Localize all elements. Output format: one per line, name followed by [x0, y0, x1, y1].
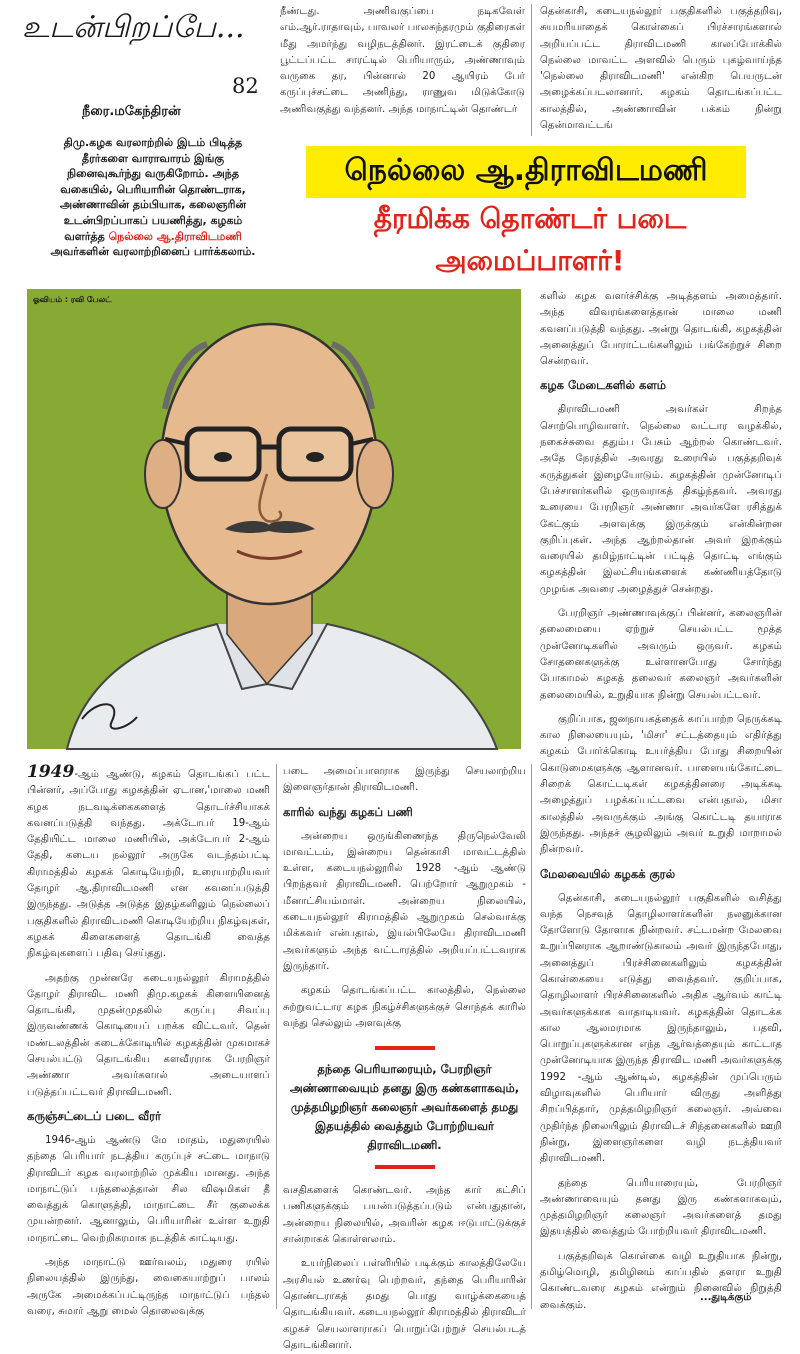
- col3-top-paragraph: தென்காசி, கடையநல்லூர் பகுதிகளில் பகுத்தறிவு, சுயமரியாதைக் கொள்கைப் பிரச்சாரங்களால் அறியப்பட்ட திராவிடமணி காலப்போக்கில் நெல்லை மாவட்ட அளவில் பெரும் புகழ்வாய்ந்த 'நெல்லை திராவிடமணி' என்கிற பெயருடன் அழைக்கப்படலானார். கழகம் தொடங்கப்பட்ட காலத்தில், அண்ணாவின் பக்கம் நின்று தென்மாவட்டங்: [540, 6, 782, 132]
- col2-paragraph: அன்றைய ஒருங்கிணைந்த திருநெல்வேலி மாவட்டம், இன்றைய தென்காசி மாவட்டத்தில் உள்ள, கடையநல்லூரில் 1928 -ஆம் ஆண்டு பிறந்தவர் திராவிடமணி. பெற்றோர் ஆறுமுகம் - மீனாட்சியம்மாள். அன்றைய நிலையில், கடையநல்லூர் கிராமத்தில் ஆறுமுகம் செல்வாக்கு மிக்கவர் என்பதால், இயல்பிலேயே திராவிடமணி அவர்களும் அந்த வட்டாரத்தில் அறியப்பட்டவராக இருந்தார்.: [283, 830, 526, 972]
- column-divider: [531, 764, 532, 1309]
- col2-top: [280, 4, 525, 136]
- section-paragraph: பேரறிஞர் அண்ணாவுக்குப் பின்னர், கலைஞரின் தலைமையை ஏற்றுச் செயல்பட்ட மூத்த முன்னோடிகளில் அவரும் ஒருவர். கழகம் சோதனைகளுக்கு உள்ளானபோது சோர்ந்து போகாமல் கழகத் தலைவர் கலைஞர் அவர்களின் தலைமையில், உறுதியாக நின்று செயல்பட்டவர்.: [540, 608, 782, 701]
- series-header: [22, 6, 267, 106]
- pull-quote-rule: [375, 1165, 435, 1169]
- intro-text: திமு.கழக வரலாற்றில் இடம் பிடித்த தீரர்களை வாராவாரம் இங்கு நினைவுகூர்ந்து வருகிறோம். அந்த வகையில், பெரியாரின் தொண்டராக, அண்ணாவின் தம்பியாக, கலைஞரின் உடன்பிறப்பாகப் பயணித்து, கழகம் வளர்த்த: [59, 136, 247, 243]
- opening-year: 1949: [27, 762, 75, 782]
- intro-text-end: அவர்களின் வரலாற்றினைப் பார்க்கலாம்.: [50, 245, 256, 259]
- section-heading: மேலவையில் கழகக் குரல்: [540, 866, 676, 881]
- portrait-svg: [27, 289, 521, 749]
- portrait-illustration: [27, 289, 521, 749]
- intro-box: [48, 135, 258, 260]
- section-paragraph: குறிப்பாக, ஜனநாயகத்தைக் காப்பாற்ற நெருக்கடி கால நிலையையும், 'மிசா' சட்டத்தையும் எதிர்த்து கழகம் போர்க்கொடி உயர்த்திய போது சிறையின் கொடுமைகளுக்கு ஆளானவர். பாளையங்கோட்டை சிறைக் கொட்டடிகள் கழகத்தினரை அடிக்கடி அழைத்துப் பழக்கப்பட்டவை என்பதால், மிசா காலத்தில் அவருக்கும் அங்கு கொட்டடி தயாராக இருந்தது. அந்தச் சூழலிலும் அவர் உறுதி மாறாமல் நின்றவர்.: [540, 713, 782, 856]
- section-stage: [540, 378, 782, 858]
- illustration-credit: ஓவியம் : ரவி பேலட்: [33, 295, 112, 304]
- section-paragraph: தென்காசி, கடையநல்லூர் பகுதிகளில் வசித்து வந்த நெசவுத் தொழிலாளர்களின் நலனுக்கான தோளோடு தோளாக நின்றவர். சட்டமன்ற மேலவை உறுப்பினராக ஆறாண்டுகாலம் அவர் இருந்தபோது, அனைத்துப் பிரச்சினைகளிலும் கழகத்தின் கொள்கையை எடுத்து வைத்தவர். குறிப்பாக, தொழிலாளர் பிரச்சினைகளில் அதிக ஆர்வம் காட்டி அவர்களுக்காக வாதாடியவர். கழகத்தின் தொடக்க கால ஆலமரமாக இருந்தாலும், பதவி, பொறுப்புகளுக்கான எந்த ஆர்வத்தையும் காட்டாத முன்னோடியாக இருந்த திராவிட மணி அவர்களுக்கு 1992 -ஆம் ஆண்டில், கழகத்தின் முப்பெரும் விழாவுகளில் பெரியார் விருது அளித்து சிறப்பித்தார், முத்தமிழறிஞர் கலைஞர். அவ்வை முதிர்ந்த நிலையிலும் திராவிடச் சிந்தனைகளில் ஊறி நின்று, இளைஞர்களை வழி நடத்தியவர் திராவிடமணி.: [540, 892, 782, 1165]
- headline-name-box: [306, 146, 746, 198]
- continued-marker: ...துடிக்கும்: [700, 1292, 752, 1303]
- column-divider: [531, 4, 532, 136]
- col2-bottom: [283, 764, 526, 1351]
- col2-top-paragraph: நீண்டது. அணிவகுப்பை நடிகவேள் எம்.ஆர்.ராதாவும், பாவலர் பாலசுந்தரமும் குதிரைகள் மீது அமர்ந்து வழிநடத்தினர். இரட்டைக் குதிரை பூட்டப்பட்ட சாரட்டில் பெரியாரும், அண்ணாவும் வருகை தர, பின்னால் 20 ஆயிரம் பேர் கருப்புச்சட்டை அணிந்து, ராணுவ மிடுக்கோடு அணிவகுத்து வந்தனர். அந்த மாநாட்டின் தொண்டர்: [280, 6, 525, 115]
- section-paragraph: பகுத்தறிவுக் கொள்கை வழி உறுதியாக நின்று, தமிழ்மொழி, தமிழினம் காப்பதில் தளரா உறுதி கொண்டவரை கழகம் என்றும் நினைவில் நிறுத்தி வைக்கும்.: [540, 1250, 782, 1311]
- col1-bottom: [27, 764, 270, 1315]
- headline-line1: தீரமிக்க தொண்டர் படை: [373, 202, 687, 235]
- headline-name: நெல்லை ஆ.திராவிடமணி: [344, 152, 708, 188]
- col2-paragraph: வசதிகளைக் கொண்டவர். அந்த கார் கட்சிப் பணிகளுக்கும் பயன்படுத்தப்படும் என்பதுதான், அன்றைய நிலையில், அவரின் கழக ஈடுபாட்டுக்குச் சான்றாகக் கொள்ளலாம்.: [283, 1185, 526, 1246]
- section-council: [540, 867, 782, 1314]
- section-heading: காரில் வந்து கழகப் பணி: [283, 804, 413, 819]
- opening-paragraph: [27, 764, 270, 963]
- intro-highlight: நெல்லை ஆ.திராவிடமணி: [108, 229, 242, 243]
- pull-quote: [289, 1046, 520, 1169]
- col3-mid-paragraph: களில் கழக வளர்ச்சிக்கு அடித்தளம் அமைத்தார். அந்த விவரங்களைத்தான் மாலை மணி கவனப்படுத்தி வந்தது. அன்று தொடங்கி, கழகத்தின் அனைத்துப் போராட்டங்களிலும் பங்கேற்றுச் சிறை சென்றவர்.: [540, 291, 782, 368]
- pull-quote-rule: [375, 1046, 435, 1050]
- section-heading: கழக மேடைகளில் களம்: [540, 378, 667, 393]
- series-number: 82: [232, 74, 259, 98]
- series-title: உடன்பிறப்பே...: [22, 10, 245, 45]
- pull-quote-text: தந்தை பெரியாரையும், பேரறிஞர் அண்ணாவையும் தனது இரு கண்களாகவும், முத்தமிழறிஞர் கலைஞர் அவர்களைத் தமது இதயத்தில் வைத்தும் போற்றியவர் திராவிடமணி.: [289, 1062, 520, 1153]
- col3-top: [540, 4, 782, 136]
- section-heading: கருஞ்சட்டைப் படை வீரர்: [27, 1108, 162, 1123]
- col1-paragraph: அந்த மாநாட்டு ஊர்வலம், மதுரை ரயில் நிலையத்தில் இருந்து, வைகையாற்றுப் பாலம் அருகே அமைக்கப்பட்டிருந்த மாநாட்டுப் பந்தல் வரை, சுமார் ஆறு மைல் தொலைவுக்கு: [27, 1257, 270, 1317]
- headline-line2: அமைப்பாளர்!: [435, 244, 625, 277]
- author-name: நீரை.மகேந்திரன்: [82, 104, 181, 119]
- col2-paragraph: கழகம் தொடங்கப்பட்ட காலத்தில், நெல்லை சுற்றுவட்டார கழக நிகழ்ச்சிகளுக்குச் சொந்தக் காரில் வந்து செல்லும் அளவுக்கு: [283, 985, 526, 1029]
- column-divider: [276, 764, 277, 1309]
- opening-text: -ஆம் ஆண்டு, கழகம் தொடங்கப் பட்ட பின்னர், அப்போது கழகத்தின் ஏடான,'மாலை மணி கழக நடவடிக்கைகளைத் தொடர்ச்சியாகக் கவனப்படுத்தி வந்தது. அக்டோபர் 19-ஆம் தேதியிட்ட மாலை மணியில், அக்டோபர் 2-ஆம் தேதி, கடைய நல்லூர் அருகே வடந்தம்பட்டி கிராமத்தில் கழகக் கொடியேற்றி, உரையாற்றியவர் தோழர் ஆ.திராவிடமணி என கவனப்படுத்தி இருந்தது. அடுத்த அடுத்த இதழ்களிலும் நெல்லைப் பகுதிகளில் திராவிடமணி கொடியேற்றிய நிகழ்வுகள், கழகக் கிளைகளைத் தொடங்கி வைத்த நிகழ்வுகளைப் பதிவு செய்தது.: [27, 769, 270, 960]
- col2-paragraph: உயர்நிலைப் பள்ளியில் படிக்கும் காலத்திலேயே அரசியல் உணர்வு பெற்றவர், தந்தை பெரியாரின் தொண்டராகத் தமது பொது வாழ்க்கையைத் தொடங்கியவர். கடையநல்லூர் கிராமத்தில் திராவிடர் கழகச் செயலாளராகப் பொறுப்பேற்றுச் செயல்படத் தொடங்கினார்.: [283, 1258, 526, 1351]
- col1-paragraph: 1946-ஆம் ஆண்டு மே மாதம், மதுரையில் தந்தை பெரியார் நடத்திய கருப்புச் சட்டை மாநாடு திராவிடர் கழக வரலாற்றில் முக்கிய மானது. அந்த மாநாட்டுப் பந்தலைத்தான் சில விஷமிகள் தீ வைத்துக் கொளுத்தி, மாநாட்டை சீர் குலைக்க முயன்றனர். ஆனாலும், பெரியாரின் உள்ள உறுதி மாநாட்டை வெற்றிகரமாக நடத்திக் காட்டியது.: [27, 1134, 270, 1244]
- col1-paragraph: அதற்கு முன்னரே கடையநல்லூர் கிராமத்தில் தோழர் திராவிட மணி திமு.கழகக் கிளையினைத் தொடங்கி, முதன்முதலில் கருப்பு சிவப்பு இருவண்ணக் கொடியைப் பறக்க விட்டவர். தென் மண்டலத்தின் கடைக்கோடியில் கழகத்தின் முகமாகச் செயல்பட்டு தொடங்கிய களவீரராக பேரறிஞர் அண்ணா அவர்களால் அடையாளப் படுத்தப்பட்டவர் திராவிடமணி.: [27, 972, 270, 1098]
- col2-paragraph: படை அமைப்பாளராக இருந்து செயலாற்றிய இளைஞர்தான் திராவிடமணி.: [283, 766, 526, 794]
- section-paragraph: தந்தை பெரியாரையும், பேரறிஞர் அண்ணாவையும் தனது இரு கண்களாகவும், முத்தமிழறிஞர் கலைஞர் அவர்களைத் தமது இதயத்தில் வைத்தும் போற்றியவர் திராவிடமணி.: [540, 1177, 782, 1238]
- section-paragraph: திராவிடமணி அவர்கள் சிறந்த சொற்பொழிவாளர். நெல்லை வட்டார வழக்கில், நகைச்சுவை ததும்ப பேசும் ஆற்றல் கொண்டவர். அதே நேரத்தில் அவரது உரையில் பகுத்தறிவுக் கருத்துகள் இழையோடும். கழகத்தின் முன்னோடிப் பேச்சாளர்களில் ஒருவராகத் திகழ்ந்தவர். அவரது உரையை பேரறிஞர் அண்ணா அவர்களே ரசித்துக் கேட்கும் அளவுக்கு இருக்கும் என்கின்றன குறிப்புகள். அந்த ஆற்றல்தான் அவர் இறக்கும் வரையில் தமிழ்நாட்டின் பட்டித் தொட்டி எங்கும் கழகத்தின் இலட்சியங்களைக் கண்ணியத்தோடு முழங்க அவரை அழைத்துச் சென்றது.: [540, 404, 782, 595]
